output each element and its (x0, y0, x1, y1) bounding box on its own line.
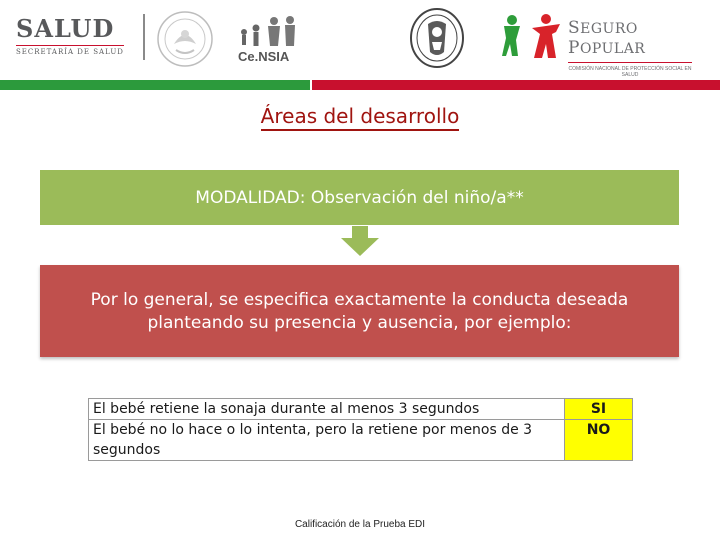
seguro-popular-logo (568, 18, 698, 78)
seguro-popular-rule (568, 62, 692, 63)
salud-logo-rule (16, 45, 124, 46)
description-box (40, 265, 679, 357)
family-figures-icon (234, 16, 308, 50)
header-red-bar (312, 80, 720, 90)
table-row (89, 399, 633, 420)
header-color-bars (0, 80, 720, 90)
description-text: Por lo general, se especifica exactamente la conducta deseada planteando su presencia y ausencia, por ejemplo: (90, 290, 629, 333)
salud-logo-text: SALUD (16, 14, 115, 43)
salud-logo-subtitle: SECRETARÍA DE SALUD (16, 48, 124, 56)
slide-title-text: Áreas del desarrollo (261, 104, 460, 131)
header (0, 0, 720, 78)
censia-logo (234, 16, 308, 66)
behavior-cell: El bebé no lo hace o lo intenta, pero la retiene por menos de 3 segundos (89, 420, 565, 461)
header-green-bar (0, 80, 310, 90)
censia-logo-text: Ce.NSIA (238, 49, 290, 64)
seguro-popular-title: SEGURO POPULAR (568, 18, 646, 58)
institution-emblem-icon (408, 6, 466, 70)
behavior-cell: El bebé retiene la sonaja durante al menos 3 segundos (89, 399, 565, 420)
national-seal-icon (156, 10, 214, 68)
answer-cell: NO (565, 420, 633, 461)
salud-logo (16, 14, 136, 66)
seguro-popular-subtitle: COMISIÓN NACIONAL DE PROTECCIÓN SOCIAL EN SALUD (568, 66, 692, 78)
modalidad-box (40, 170, 679, 225)
seguro-popular-figures-icon (502, 14, 566, 60)
down-arrow-icon (341, 226, 379, 256)
header-divider (143, 14, 145, 60)
footer-caption: Calificación de la Prueba EDI (294, 519, 426, 530)
answer-cell: SI (565, 399, 633, 420)
slide-title (0, 104, 720, 128)
example-table (88, 398, 633, 461)
modalidad-text: MODALIDAD: Observación del niño/a** (195, 187, 524, 208)
table-row (89, 420, 633, 461)
